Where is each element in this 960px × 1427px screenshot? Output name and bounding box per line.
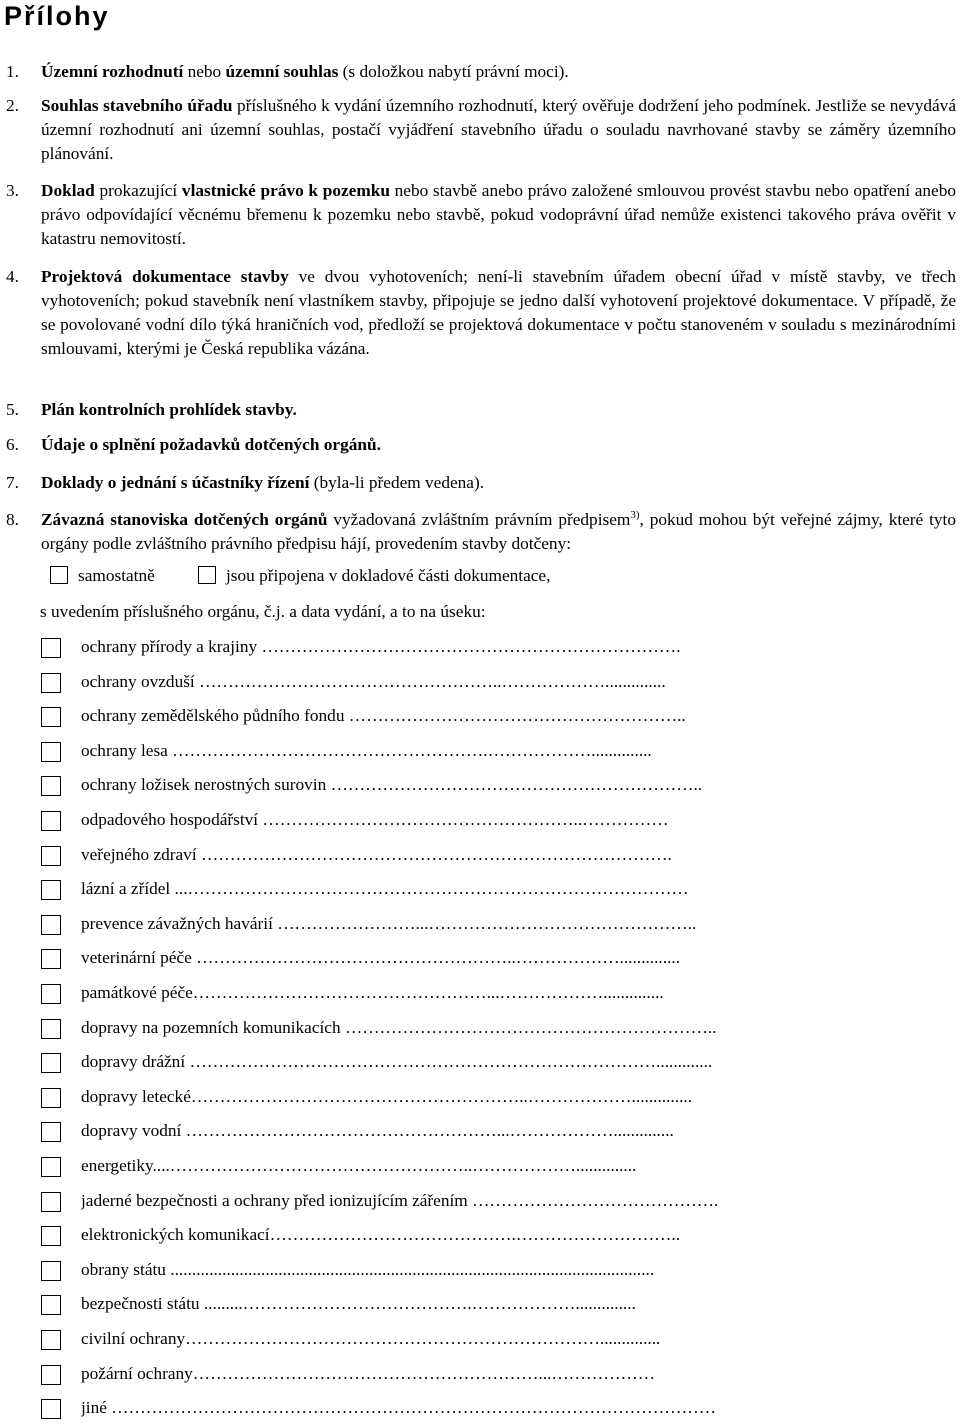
- checklist-row: [0, 805, 960, 839]
- attachment-item-1: [6, 60, 956, 84]
- checklist-label-text: odpadového hospodářství: [81, 810, 259, 829]
- checklist-label: [81, 739, 948, 763]
- checklist-label: [81, 704, 948, 728]
- checklist-fill-line[interactable]: ………………………………………………………..: [326, 775, 703, 795]
- checklist-row: [0, 943, 960, 977]
- checklist-label: [81, 773, 948, 797]
- checklist-label: [81, 1189, 948, 1213]
- item-text-bold: Souhlas stavebního úřadu: [41, 96, 233, 115]
- item-text-part: (byla-li předem vedena).: [309, 473, 485, 492]
- checklist-checkbox[interactable]: [41, 1157, 61, 1177]
- checklist-checkbox[interactable]: [41, 707, 61, 727]
- checklist-label-text: ochrany lesa: [81, 740, 168, 760]
- checklist-row: [0, 632, 960, 666]
- checklist-label: [81, 1258, 948, 1282]
- checklist-checkbox[interactable]: [41, 1192, 61, 1212]
- checklist-fill-line[interactable]: …………………………………………………..: [344, 706, 686, 726]
- attachment-item-3: [6, 179, 956, 251]
- item-text: [41, 471, 956, 495]
- checklist-fill-line[interactable]: .........………………………………….………………..............: [199, 1294, 636, 1314]
- item-number: 2.: [6, 96, 19, 115]
- option-pripojena-label: jsou připojena v dokladové části dokumentace,: [226, 566, 551, 585]
- checklist-row: [0, 1359, 960, 1393]
- checklist-fill-line[interactable]: ……………………………………………………………………………………………: [106, 1398, 717, 1418]
- checklist-fill-line[interactable]: ………………………………………………..………………..............: [191, 948, 681, 968]
- item-text: [41, 60, 956, 84]
- attachment-item-4: [6, 265, 956, 361]
- checklist-checkbox[interactable]: [41, 846, 61, 866]
- checklist-label-text: ochrany přírody a krajiny: [81, 637, 258, 656]
- option-pripojena-checkbox[interactable]: [198, 566, 216, 584]
- checklist-label: [81, 1396, 948, 1420]
- checklist-label: [81, 946, 948, 970]
- item-text-part: nebo: [183, 62, 226, 81]
- footnote-ref: 3): [630, 509, 640, 522]
- checklist-label-text: dopravy vodní: [81, 1121, 182, 1141]
- item-text: [41, 398, 956, 422]
- checklist-row: [0, 1116, 960, 1150]
- checklist-checkbox[interactable]: [41, 811, 61, 831]
- attachment-item-5: [6, 398, 956, 422]
- checklist-label-text: jiné: [81, 1398, 107, 1418]
- checklist-label: [81, 1119, 948, 1143]
- checklist-row: [0, 909, 960, 943]
- checklist-fill-line[interactable]: ……………………………………………………...………………: [192, 1363, 656, 1383]
- checklist-row: [0, 1013, 960, 1047]
- checklist-row: [0, 1255, 960, 1289]
- item-number: 8.: [6, 510, 19, 529]
- checklist-label: [81, 1362, 948, 1386]
- checklist-label: [81, 1327, 948, 1351]
- attachment-item-8: [6, 508, 956, 556]
- item-text: [41, 94, 956, 166]
- checklist-checkbox[interactable]: [41, 742, 61, 762]
- checklist-fill-line[interactable]: ……………………………………………...………………..............: [192, 983, 664, 1002]
- checklist-checkbox[interactable]: [41, 984, 61, 1004]
- attachment-item-2: [6, 94, 956, 166]
- checklist-row: [0, 1393, 960, 1427]
- item-text-bold: Údaje o splnění požadavků dotčených orgánů.: [41, 435, 381, 454]
- checklist-fill-line[interactable]: ................................................................................................................: [165, 1259, 655, 1279]
- checklist-checkbox[interactable]: [41, 1019, 61, 1039]
- checklist-fill-line[interactable]: ………………………………………………………………..............: [185, 1329, 661, 1348]
- checklist-label: [81, 843, 948, 867]
- checklist-label-text: památkové péče: [81, 983, 193, 1002]
- checklist-checkbox[interactable]: [41, 880, 61, 900]
- checklist-label-text: jaderné bezpečnosti a ochrany před ionizujícím zářením: [81, 1190, 468, 1210]
- checklist-checkbox[interactable]: [41, 638, 61, 658]
- checklist-fill-line[interactable]: ……………………………………………………………….: [257, 637, 681, 656]
- checklist-fill-line[interactable]: ...……………………………………………………………………………: [170, 879, 689, 899]
- checklist-row: [0, 770, 960, 804]
- checklist-checkbox[interactable]: [41, 1122, 61, 1142]
- checklist-row: [0, 978, 960, 1012]
- checklist-row: [0, 1151, 960, 1185]
- checklist-checkbox[interactable]: [41, 1399, 61, 1419]
- checklist-checkbox[interactable]: [41, 1295, 61, 1315]
- checklist-fill-line[interactable]: ………………………………………………..……………: [258, 810, 669, 829]
- checklist-checkbox[interactable]: [41, 1365, 61, 1385]
- checklist-checkbox[interactable]: [41, 673, 61, 693]
- checklist-fill-line[interactable]: ……………………………………………………………………….: [196, 844, 672, 864]
- checklist-label-text: ochrany ložisek nerostných surovin: [81, 775, 327, 795]
- checklist-fill-line[interactable]: ………………………………………………...………………..............: [181, 1121, 674, 1141]
- option-samostatne-checkbox[interactable]: [50, 566, 68, 584]
- checklist-fill-line[interactable]: ……………………………………………..………………..............: [194, 671, 666, 691]
- checklist-row: [0, 1047, 960, 1081]
- checklist-label: [81, 635, 948, 659]
- checklist-label-text: obrany státu: [81, 1259, 166, 1279]
- checklist-label: [81, 1085, 948, 1109]
- item-text: [41, 433, 956, 457]
- checklist-label: [81, 670, 948, 694]
- item-text-bold: Projektová dokumentace stavby: [41, 267, 289, 286]
- checklist-label-text: ochrany ovzduší: [81, 671, 195, 691]
- item-number: 1.: [6, 62, 19, 81]
- item-text-bold: Doklad: [41, 181, 95, 200]
- checklist-row: [0, 874, 960, 908]
- checklist-row: [0, 667, 960, 701]
- checklist-label-text: dopravy letecké: [81, 1086, 191, 1106]
- attachment-item-6: [6, 433, 956, 457]
- checklist-label-text: ochrany zemědělského půdního fondu: [81, 706, 345, 726]
- item-text-part: vyžadovaná zvláštním právním předpisem: [327, 510, 631, 529]
- item-text-bold: Závazná stanoviska dotčených orgánů: [41, 510, 328, 529]
- checklist-label-text: dopravy na pozemních komunikacích: [81, 1017, 341, 1037]
- item-number: 3.: [6, 181, 19, 200]
- checklist-label: [81, 1050, 948, 1074]
- checklist-row: [0, 1220, 960, 1254]
- checklist-label-text: civilní ochrany: [81, 1329, 186, 1348]
- checklist-label-text: elektronických komunikací: [81, 1225, 270, 1245]
- item-text-bold: Územní rozhodnutí: [41, 62, 184, 81]
- checklist-row: [0, 1082, 960, 1116]
- item-text: [41, 508, 956, 556]
- checklist-label-text: bezpečnosti státu: [81, 1294, 200, 1314]
- item-text-part: příslušného k vydání územního rozhodnutí, který ověřuje dodržení jeho podmínek. Jestliže se nevydává územní rozhodnutí ani územní souhlas, postačí vyjádření stavebního úřadu o souladu navrhované stavby se záměry územního plánování.: [41, 96, 956, 163]
- checklist-label-text: požární ochrany: [81, 1363, 193, 1383]
- checklist-fill-line[interactable]: ……………………...………………………………………..: [272, 913, 697, 933]
- attachment-item-7: [6, 471, 956, 495]
- item-number: 7.: [6, 473, 19, 492]
- checklist-checkbox[interactable]: [41, 1226, 61, 1246]
- checklist-label-text: veterinární péče: [81, 948, 192, 968]
- checklist-fill-line[interactable]: …………………………………………………..………………..............: [190, 1086, 693, 1106]
- item-text-part: prokazující: [94, 181, 182, 200]
- checklist-fill-line[interactable]: ………………………………………………………..: [340, 1017, 717, 1037]
- checklist-label: [81, 877, 948, 901]
- checklist-fill-line[interactable]: ....……………………………………………..………………..............: [152, 1156, 637, 1175]
- checklist-row: [0, 1324, 960, 1358]
- item-text-bold: Doklady o jednání s účastníky řízení: [41, 473, 310, 492]
- checklist-label-text: energetiky: [81, 1156, 153, 1175]
- item-number: 4.: [6, 267, 19, 286]
- item-text-part: nebo stavbě anebo právo založené smlouvou provést stavbu nebo opatření anebo právo odpovídající věcnému břemenu k pozemku nebo stavbě, pokud vodoprávní úřad nemůže existenci takového práva ověřit v katastru nemovitostí.: [41, 181, 956, 248]
- checklist-label-text: dopravy drážní: [81, 1052, 186, 1072]
- item-text-part: , pokud mohou být veřejné zájmy, které tyto orgány podle zvláštního právního předpisu hájí, provedením stavby dotčeny:: [41, 510, 956, 553]
- item-text-bold: územní souhlas: [225, 62, 339, 81]
- item-number: 6.: [6, 435, 19, 454]
- checklist-label: [81, 1016, 948, 1040]
- checklist-fill-line[interactable]: …………………………………….: [467, 1190, 719, 1210]
- checklist-checkbox[interactable]: [41, 949, 61, 969]
- item-text: [41, 265, 956, 361]
- checklist-label-text: prevence závažných havárií: [81, 913, 273, 933]
- checklist-row: [0, 1186, 960, 1220]
- checklist-fill-line[interactable]: ……………………………………………….………………..............: [167, 740, 652, 760]
- item-text-part: ve dvou vyhotoveních; není-li stavebním úřadem obecní úřad v místě stavby, ve třech vyhotoveních; pokud stavebník není vlastníkem stavby, připojuje se jedno další vyhotovení projektové dokumentace. V případě, že se povolované vodní dílo týká hraničních vod, předloží se projektová dokumentace v počtu stanoveném v souladu s mezinárodními smlouvami, kterými je Česká republika vázána.: [41, 267, 956, 358]
- checklist-checkbox[interactable]: [41, 915, 61, 935]
- checklist-label: [81, 912, 948, 936]
- item-text: [41, 179, 956, 251]
- checklist-fill-line[interactable]: ……………………………………………………………………….............: [185, 1052, 713, 1072]
- item-number: 5.: [6, 400, 19, 419]
- checklist-label-text: lázní a zřídel: [81, 879, 171, 899]
- checklist-checkbox[interactable]: [41, 1053, 61, 1073]
- checklist-label: [81, 981, 948, 1005]
- checklist-checkbox[interactable]: [41, 1330, 61, 1350]
- checklist-checkbox[interactable]: [41, 1261, 61, 1281]
- checklist-label: [81, 808, 948, 832]
- checklist-row: [0, 840, 960, 874]
- checklist-checkbox[interactable]: [41, 776, 61, 796]
- option-samostatne-label: samostatně: [78, 566, 155, 585]
- item-text-bold: vlastnické právo k pozemku: [181, 181, 390, 200]
- checklist-fill-line[interactable]: …………………………………….………………………..: [269, 1225, 681, 1245]
- checklist-intro: s uvedením příslušného orgánu, č.j. a data vydání, a to na úseku:: [40, 602, 486, 621]
- item-text-part: (s doložkou nabytí právní moci).: [338, 62, 569, 81]
- checklist-row: [0, 1289, 960, 1323]
- checklist-checkbox[interactable]: [41, 1088, 61, 1108]
- checklist-row: [0, 701, 960, 735]
- item-text-bold: Plán kontrolních prohlídek stavby.: [41, 400, 297, 419]
- checklist-row: [0, 736, 960, 770]
- checklist-label-text: veřejného zdraví: [81, 844, 197, 864]
- checklist-label: [81, 1154, 948, 1178]
- checklist-label: [81, 1292, 948, 1316]
- page-title: Přílohy: [4, 1, 110, 31]
- checklist-label: [81, 1223, 948, 1247]
